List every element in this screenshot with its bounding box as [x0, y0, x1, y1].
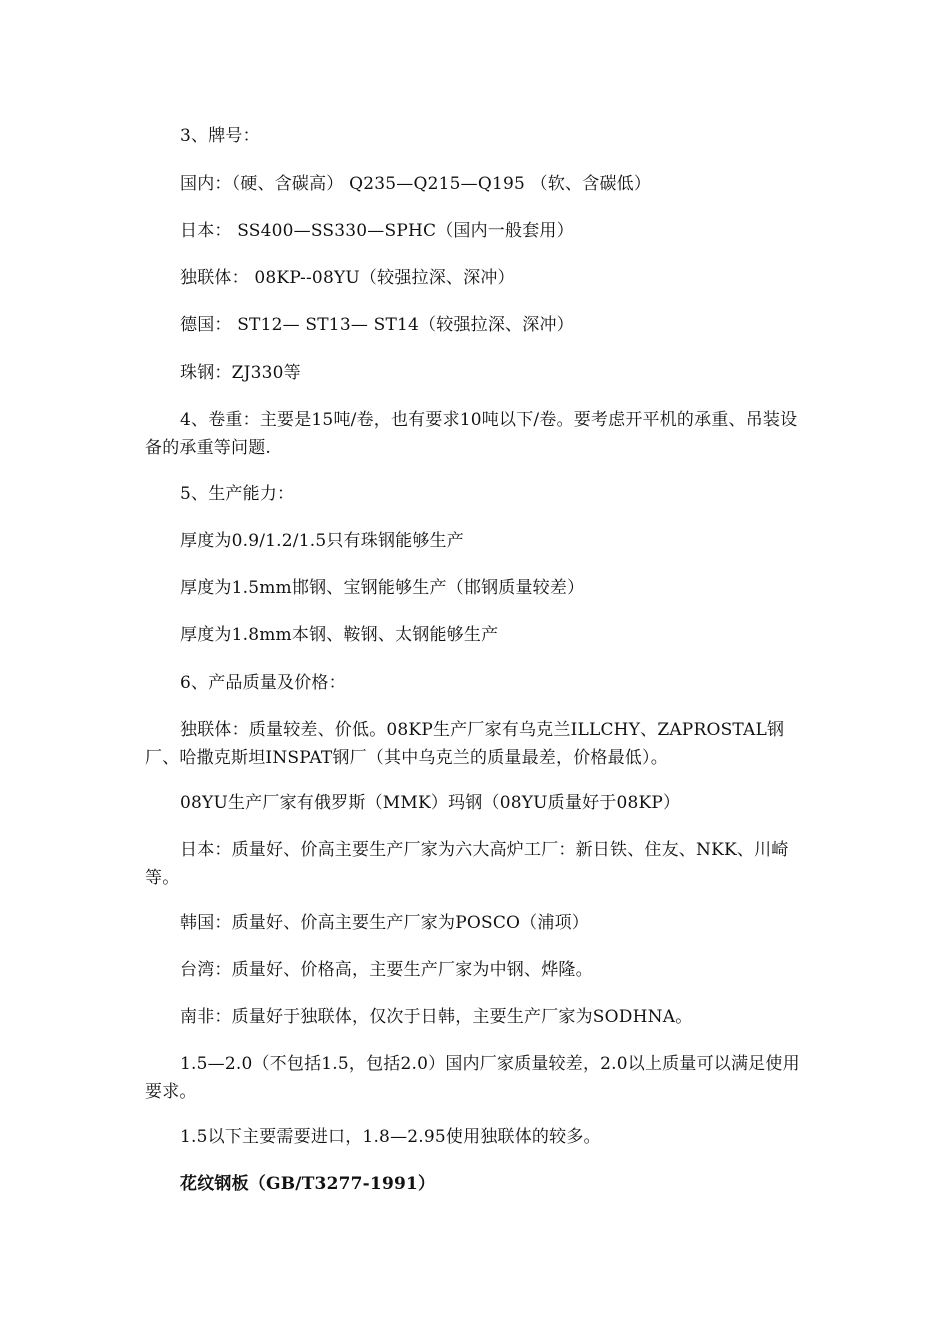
paragraph-south-africa-quality: 南非：质量好于独联体，仅次于日韩，主要生产厂家为SODHNA。 — [180, 1007, 693, 1027]
paragraph-cis-quality: 独联体：质量较差、价低。08KP生产厂家有乌克兰ILLCHY、ZAPROSTAL钢厂、哈撒克斯坦INSPAT钢厂（其中乌克兰的质量最差，价格最低）。 — [145, 720, 785, 768]
paragraph-korea-quality: 韩国：质量好、价高主要生产厂家为POSCO（浦项） — [180, 913, 589, 933]
paragraph-domestic-range: 1.5—2.0（不包括1.5，包括2.0）国内厂家质量较差，2.0以上质量可以满足使用要求。 — [145, 1054, 800, 1102]
paragraph-taiwan-quality: 台湾：质量好、价格高，主要生产厂家为中钢、烨隆。 — [180, 960, 593, 980]
section-heading-capacity: 5、生产能力： — [180, 484, 295, 504]
paragraph-08yu: 08YU生产厂家有俄罗斯（MMK）玛钢（08YU质量好于08KP） — [180, 793, 681, 813]
paragraph-cis: 独联体： 08KP--08YU（较强拉深、深冲） — [180, 268, 515, 288]
section-heading-quality-price: 6、产品质量及价格： — [180, 673, 346, 693]
paragraph-japan-quality: 日本：质量好、价高主要生产厂家为六大高炉工厂：新日铁、住友、NKK、川崎等。 — [145, 840, 789, 888]
paragraph-thickness-1: 厚度为0.9/1.2/1.5只有珠钢能够生产 — [180, 531, 464, 551]
paragraph-import: 1.5以下主要需要进口，1.8—2.95使用独联体的较多。 — [180, 1127, 601, 1147]
paragraph-thickness-3: 厚度为1.8mm本钢、鞍钢、太钢能够生产 — [180, 625, 499, 645]
paragraph-germany: 德国： ST12— ST13— ST14（较强拉深、深冲） — [180, 315, 574, 335]
paragraph-zhugang: 珠钢：ZJ330等 — [180, 363, 301, 383]
paragraph-thickness-2: 厚度为1.5mm邯钢、宝钢能够生产（邯钢质量较差） — [180, 578, 585, 598]
paragraph-japan: 日本： SS400—SS330—SPHC（国内一般套用） — [180, 221, 574, 241]
paragraph-coil-weight: 4、卷重：主要是15吨/卷，也有要求10吨以下/卷。要考虑开平机的承重、吊装设备的承重等问题. — [145, 410, 798, 458]
section-heading-brand: 3、牌号： — [180, 126, 260, 146]
section-heading-checkered-plate: 花纹钢板（GB/T3277-1991） — [180, 1174, 436, 1194]
paragraph-domestic: 国内：（硬、含碳高） Q235—Q215—Q195 （软、含碳低） — [180, 174, 652, 194]
